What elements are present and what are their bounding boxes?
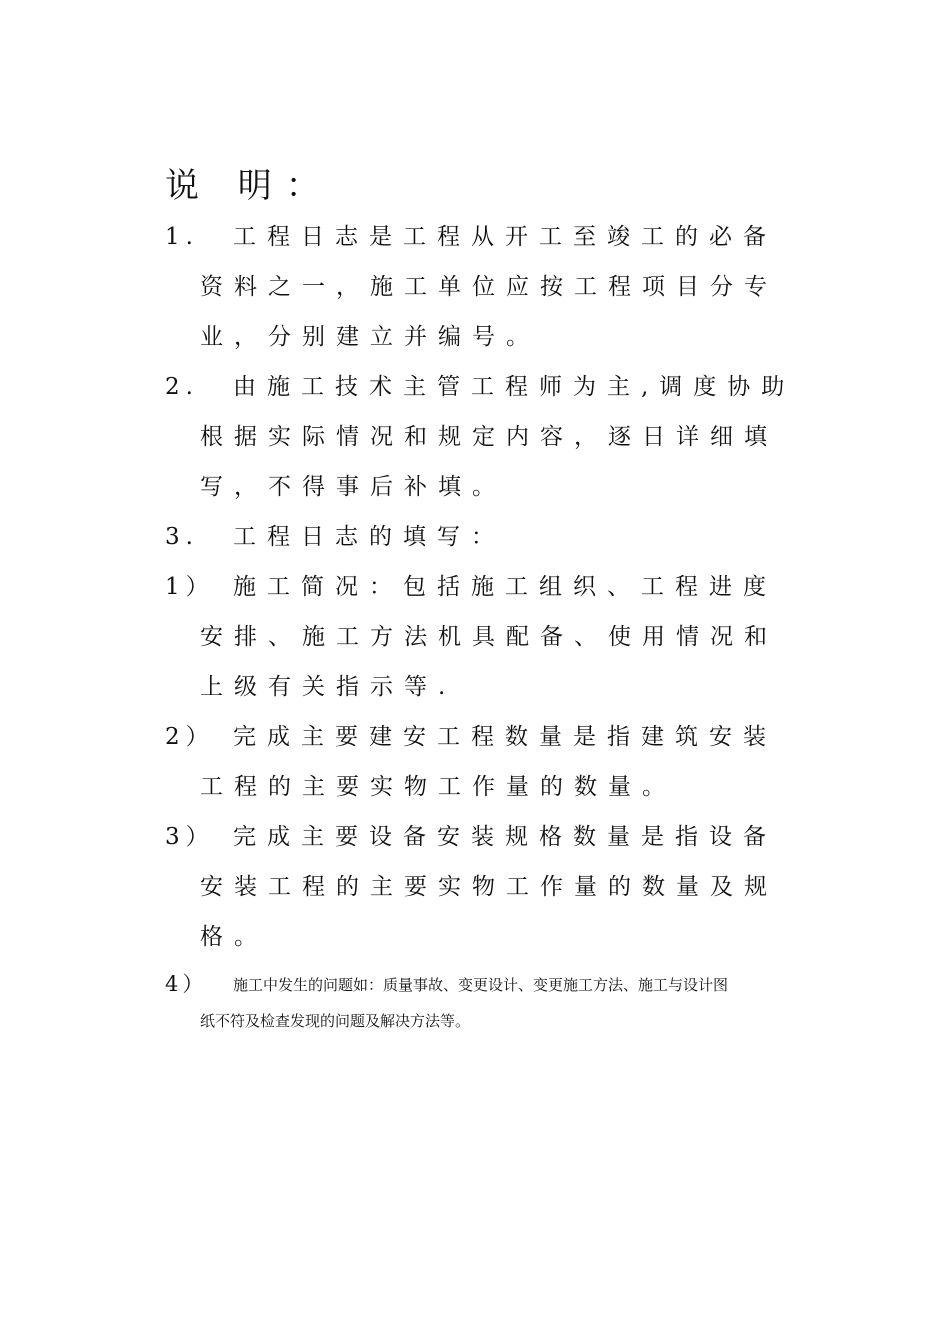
item-line: 完成主要建安工程数量是指建筑安装 xyxy=(233,724,777,750)
item-line: 工程日志是工程从开工至竣工的必备 xyxy=(233,224,777,250)
item-marker: 1. xyxy=(165,224,199,250)
item-line: 工程日志的填写： xyxy=(233,524,505,550)
item-line: 根据实际情况和规定内容，逐日详细填 xyxy=(200,424,778,450)
item-marker: 1） xyxy=(165,574,215,600)
item-line: 写，不得事后补填。 xyxy=(200,474,506,500)
item-line: 安装工程的主要实物工作量的数量及规 xyxy=(200,874,778,900)
item-line: 资料之一，施工单位应按工程项目分专 xyxy=(200,274,778,300)
item-line: 纸不符及检查发现的问题及解决方法等。 xyxy=(200,1012,471,1030)
item-line: 施工简况：包括施工组织、工程进度 xyxy=(233,574,777,600)
item-line: 工程的主要实物工作量的数量。 xyxy=(200,774,676,800)
item-marker: 4） xyxy=(165,972,208,996)
item-marker: 2. xyxy=(165,374,199,400)
item-line: 完成主要设备安装规格数量是指设备 xyxy=(233,824,777,850)
item-line: 由施工技术主管工程师为主,调度协助 xyxy=(233,374,796,400)
item-line: 上级有关指示等. xyxy=(200,674,457,700)
item-marker: 3） xyxy=(165,824,215,850)
item-line: 格。 xyxy=(200,924,268,950)
item-line: 安排、施工方法机具配备、使用情况和 xyxy=(200,624,778,650)
item-line: 业，分别建立并编号。 xyxy=(200,324,540,350)
item-marker: 2） xyxy=(165,724,215,750)
page-title: 说 明： xyxy=(165,166,334,206)
item-marker: 3. xyxy=(165,524,199,550)
item-line: 施工中发生的问题如：质量事故、变更设计、变更施工方法、施工与设计图 xyxy=(233,976,729,994)
